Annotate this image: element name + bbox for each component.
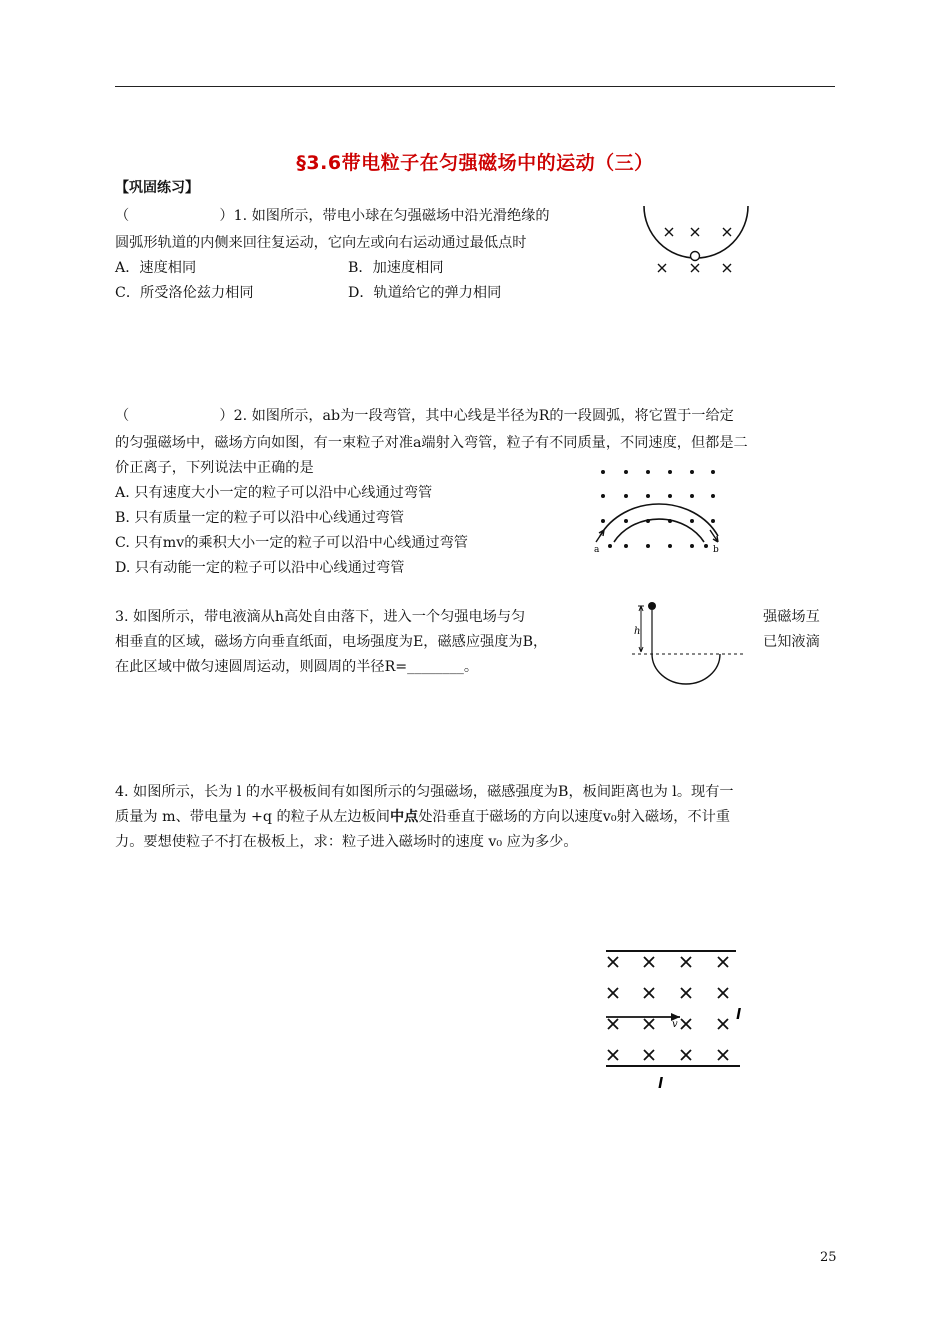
- q3-line1: 3. 如图所示，带电液滴从h高处自由落下，进入一个匀强电场与匀: [115, 609, 526, 625]
- q4-line2-end: 处沿垂直于磁场的方向以速度v₀射入磁场，不计重: [418, 809, 731, 825]
- label-v: v: [672, 1019, 678, 1030]
- label-h: h: [634, 626, 641, 637]
- header-rule: [115, 86, 835, 87]
- q1-line1: （ ）1. 如图所示，带电小球在匀强磁场中沿光滑绝缘的: [115, 208, 550, 224]
- bent-pipe-inner: [614, 519, 704, 542]
- q1-figure: [638, 202, 754, 280]
- q4-line2: [115, 807, 730, 827]
- bent-pipe-outer: [600, 504, 718, 536]
- q4-line2-start: 质量为 m、带电量为 +q 的粒子从左边板间: [115, 809, 390, 825]
- q3-figure: [630, 598, 750, 692]
- page-number: 25: [820, 1250, 837, 1265]
- q2-figure: [592, 462, 728, 556]
- exit-arrow: [710, 530, 718, 542]
- charged-ball: [691, 252, 700, 261]
- liquid-drop: [648, 602, 656, 610]
- label-a: a: [594, 545, 600, 555]
- label-l-bottom: l: [658, 1076, 663, 1092]
- q1-option-b: B．加速度相同: [348, 260, 444, 276]
- q2-line2: 的匀强磁场中，磁场方向如图，有一束粒子对准a端射入弯管，粒子有不同质量，不同速度，但都是二: [115, 435, 748, 451]
- label-b: b: [713, 545, 719, 555]
- q3-line2-end: 已知液滴: [763, 634, 820, 650]
- page-title: §3.6带电粒子在匀强磁场中的运动（三）: [296, 152, 654, 174]
- label-l-side: l: [736, 1007, 741, 1023]
- q3-line3: 在此区域中做匀速圆周运动，则圆周的半径R=________。: [115, 659, 479, 675]
- q4-line3: 力。要想使粒子不打在极板上，求：粒子进入磁场时的速度 v₀ 应为多少。: [115, 834, 578, 850]
- q2-option-b: B. 只有质量一定的粒子可以沿中心线通过弯管: [115, 510, 405, 526]
- magnetic-field-crosses: [608, 957, 728, 1060]
- q1-line2: 圆弧形轨道的内侧来回往复运动，它向左或向右运动通过最低点时: [115, 235, 527, 251]
- q4-figure: [600, 945, 760, 1095]
- circular-path: [652, 654, 720, 684]
- q2-line3: 价正离子，下列说法中正确的是: [115, 460, 314, 476]
- entry-arrow: [596, 530, 604, 542]
- q1-option-d: D．轨道给它的弹力相同: [348, 285, 502, 301]
- q1-option-a: A．速度相同: [115, 260, 197, 276]
- q2-option-d: D. 只有动能一定的粒子可以沿中心线通过弯管: [115, 560, 405, 576]
- q2-option-c: C. 只有mv的乘积大小一定的粒子可以沿中心线通过弯管: [115, 535, 468, 551]
- q1-option-c: C．所受洛伦兹力相同: [115, 285, 254, 301]
- q2-option-a: A. 只有速度大小一定的粒子可以沿中心线通过弯管: [115, 485, 433, 501]
- q3-line2: 相垂直的区域，磁场方向垂直纸面，电场强度为E，磁感应强度为B，: [115, 634, 548, 650]
- q4-emphasis: 中点: [389, 809, 419, 825]
- q4-line1: 4. 如图所示，长为 l 的水平极板间有如图所示的匀强磁场，磁感强度为B，板间距离也为 l。现有一: [115, 784, 734, 800]
- circular-track: [644, 206, 748, 258]
- section-heading: 【巩固练习】: [115, 180, 199, 196]
- q3-line1-end: 强磁场互: [763, 609, 820, 625]
- q2-line1: （ ）2. 如图所示，ab为一段弯管，其中心线是半径为R的一段圆弧，将它置于一给定: [115, 408, 734, 424]
